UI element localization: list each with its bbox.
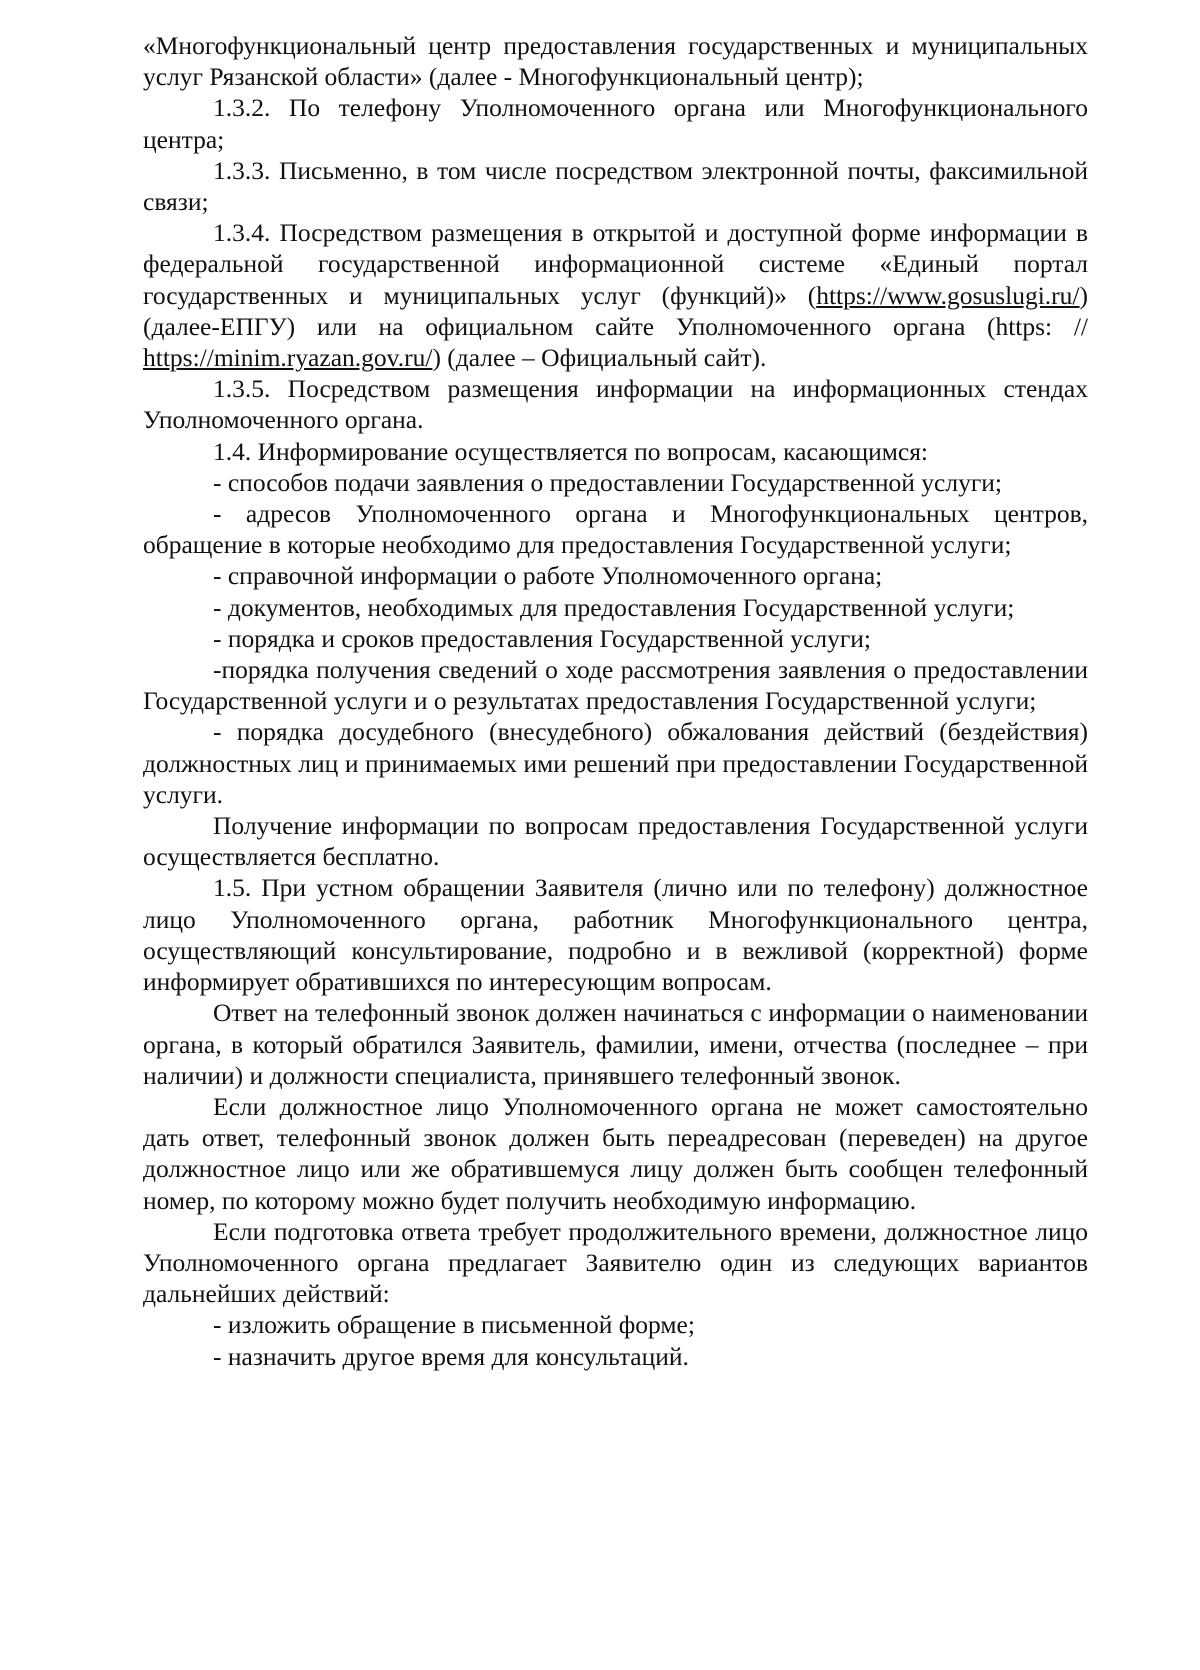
list-item-documents: - документов, необходимых для предоставления Государственной услуги; — [213, 592, 1015, 622]
paragraph-free-of-charge: Получение информации по вопросам предоставления Государственной услуги осуществляется бесплатно. — [143, 811, 1088, 872]
paragraph-1-5: 1.5. При устном обращении Заявителя (лично или по телефону) должностное лицо Уполномоченного органа, работник Многофункционального центра, осуществляющий консультирование, подробно и в вежливой (корректной) форме информирует обратившихся по интересующим вопросам. — [143, 873, 1088, 997]
paragraph-1-3-2: 1.3.2. По телефону Уполномоченного органа или Многофункционального центра; — [143, 93, 1088, 154]
paragraph-1-4: 1.4. Информирование осуществляется по вопросам, касающимся: — [213, 436, 929, 466]
paragraph-redirect: Если должностное лицо Уполномоченного органа не может самостоятельно дать ответ, телефонный звонок должен быть переадресован (переведен) на другое должностное лицо или же обратившемуся лицу должен быть сообщен телефонный номер, по которому можно будет получить необходимую информацию. — [143, 1091, 1088, 1215]
list-item-written-form: - изложить обращение в письменной форме; — [213, 1310, 695, 1340]
paragraph-phone-answer: Ответ на телефонный звонок должен начинаться с информации о наименовании органа, в который обратился Заявитель, фамилии, имени, отчества (последнее – при наличии) и должности специалиста, принявшего телефонный звонок. — [143, 998, 1088, 1090]
paragraph-long-preparation: Если подготовка ответа требует продолжительного времени, должностное лицо Уполномоченного органа предлагает Заявителю один из следующих вариантов дальнейших действий: — [143, 1216, 1088, 1309]
paragraph-1-3-5: 1.3.5. Посредством размещения информации на информационных стендах Уполномоченного органа. — [143, 374, 1088, 435]
gosuslugi-link[interactable]: https://www.gosuslugi.ru/ — [816, 280, 1080, 310]
paragraph-1-3-3: 1.3.3. Письменно, в том числе посредством электронной почты, факсимильной связи; — [143, 155, 1088, 217]
paragraph-1-3-4-part-b: ) (далее-ЕПГУ) или на официальном сайте Уполномоченного органа (https: // — [143, 280, 1088, 341]
list-item-other-time: - назначить другое время для консультаций. — [213, 1341, 689, 1371]
minim-ryazan-link[interactable]: https://minim.ryazan.gov.ru/ — [143, 343, 433, 373]
list-item-submission-methods: - способов подачи заявления о предоставлении Государственной услуги; — [213, 467, 1003, 497]
list-item-addresses: - адресов Уполномоченного органа и Многофункциональных центров, обращение в которые необходимо для предоставления Государственной услуги; — [143, 499, 1088, 560]
paragraph-1-3-4 — [143, 217, 1088, 373]
list-item-reference-info: - справочной информации о работе Уполномоченного органа; — [213, 561, 883, 591]
list-item-status-info: -порядка получения сведений о ходе рассмотрения заявления о предоставлении Государственной услуги и о результатах предоставления Государственной услуги; — [143, 655, 1088, 716]
paragraph-mfc-name: «Многофункциональный центр предоставления государственных и муниципальных услуг Рязанской области» (далее - Многофункциональный центр); — [143, 31, 1088, 92]
list-item-appeal-procedure: - порядка досудебного (внесудебного) обжалования действий (бездействия) должностных лиц и принимаемых ими решений при предоставлении Государственной услуги. — [143, 717, 1088, 809]
list-item-procedure-terms: - порядка и сроков предоставления Государственной услуги; — [213, 623, 872, 653]
paragraph-1-3-4-part-a: 1.3.4. Посредством размещения в открытой и доступной форме информации в федеральной государственной информационной системе «Единый портал государственных и муниципальных услуг (функций)» ( — [143, 218, 1088, 310]
paragraph-1-3-4-part-c: ) (далее – Официальный сайт). — [432, 343, 767, 373]
document-page — [143, 30, 1088, 1372]
